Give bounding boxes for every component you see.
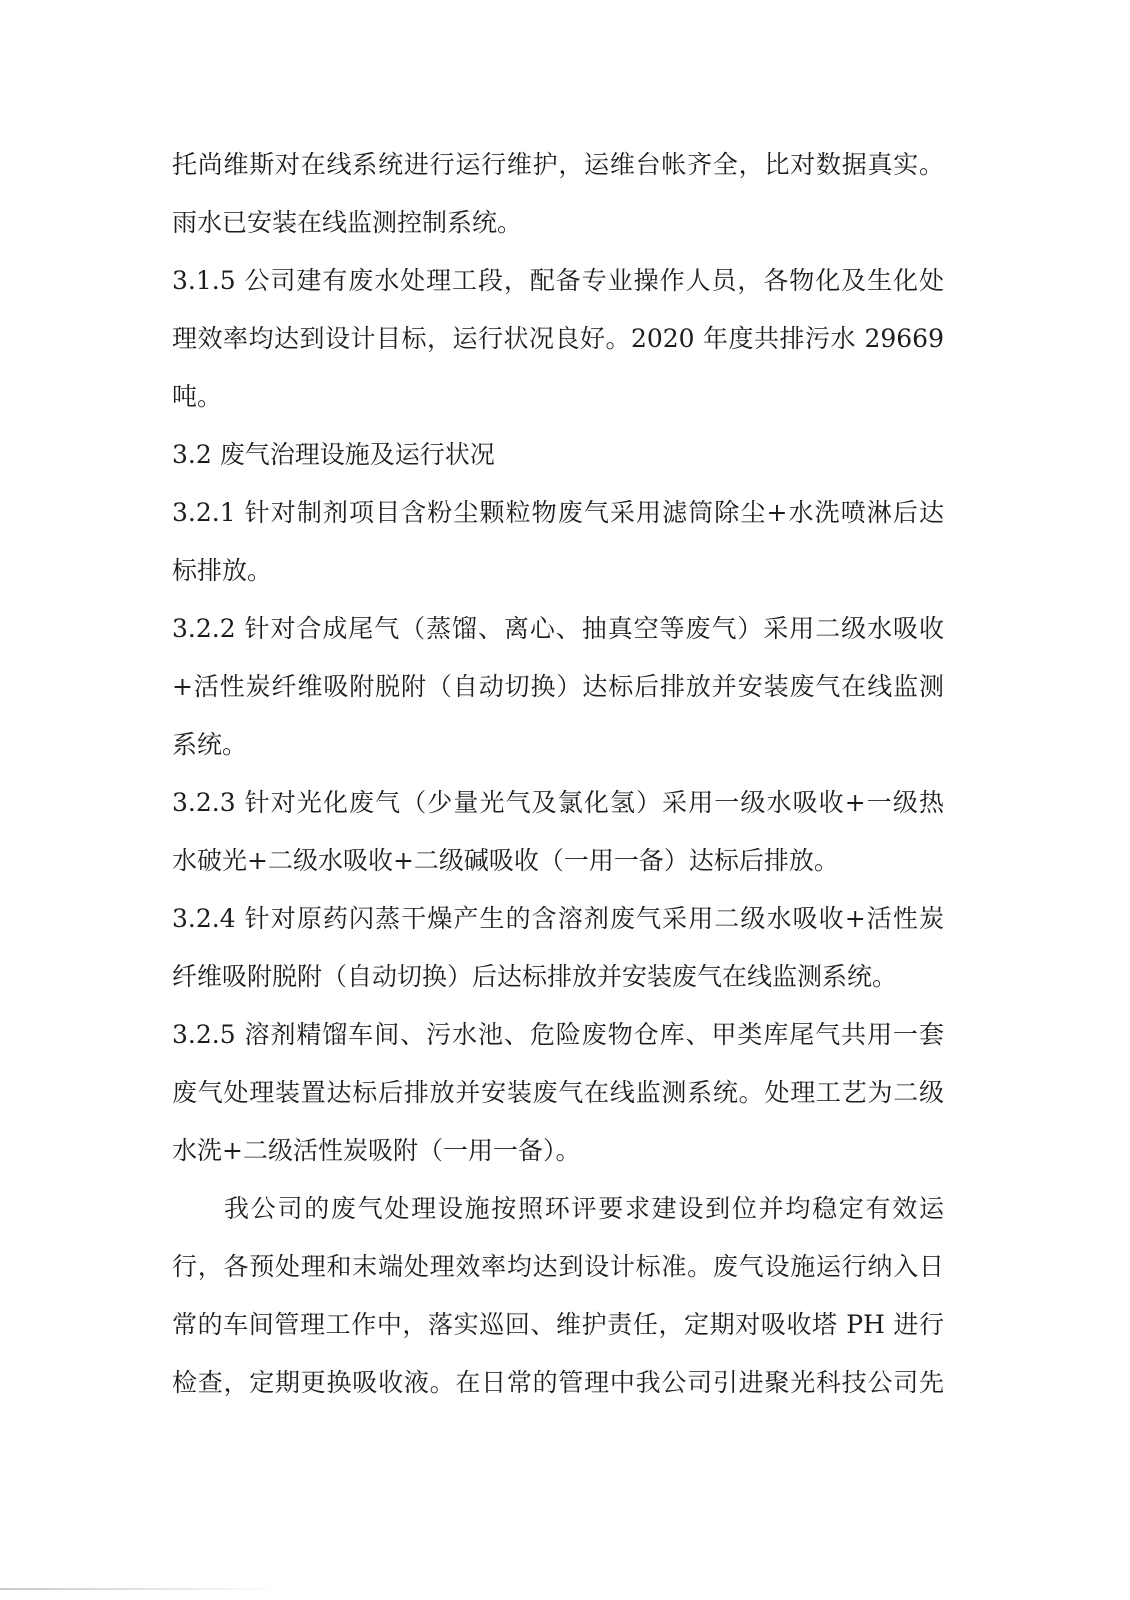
section-3-2-4: 3.2.4 针对原药闪蒸干燥产生的含溶剂废气采用二级水吸收+活性炭 <box>172 904 944 933</box>
section-3-1-5: 3.1.5 公司建有废水处理工段，配备专业操作人员，各物化及生化处 <box>172 266 944 295</box>
text-line: 理效率均达到设计目标，运行状况良好。2020 年度共排污水 29669 <box>172 324 944 353</box>
document-body <box>172 136 944 1412</box>
text-line: 托尚维斯对在线系统进行运行维护，运维台帐齐全，比对数据真实。 <box>172 150 944 179</box>
text-line: 纤维吸附脱附（自动切换）后达标排放并安装废气在线监测系统。 <box>172 962 898 991</box>
section-3-2-1: 3.2.1 针对制剂项目含粉尘颗粒物废气采用滤筒除尘+水洗喷淋后达 <box>172 498 944 527</box>
scan-edge-mark <box>0 1588 280 1590</box>
text-line: 检查，定期更换吸收液。在日常的管理中我公司引进聚光科技公司先 <box>172 1368 944 1397</box>
text-line: +活性炭纤维吸附脱附（自动切换）达标后排放并安装废气在线监测 <box>172 672 944 701</box>
text-line: 常的车间管理工作中，落实巡回、维护责任，定期对吸收塔 PH 进行 <box>172 1310 944 1339</box>
paragraph-first-line: 我公司的废气处理设施按照环评要求建设到位并均稳定有效运 <box>224 1194 944 1223</box>
text-line: 标排放。 <box>172 556 273 585</box>
text-line: 废气处理装置达标后排放并安装废气在线监测系统。处理工艺为二级 <box>172 1078 944 1107</box>
text-line: 水破光+二级水吸收+二级碱吸收（一用一备）达标后排放。 <box>172 846 839 875</box>
section-3-2-2: 3.2.2 针对合成尾气（蒸馏、离心、抽真空等废气）采用二级水吸收 <box>172 614 944 643</box>
text-line: 水洗+二级活性炭吸附（一用一备）。 <box>172 1136 581 1165</box>
text-line: 雨水已安装在线监测控制系统。 <box>172 208 523 237</box>
section-heading-3-2: 3.2 废气治理设施及运行状况 <box>172 440 495 469</box>
section-3-2-5: 3.2.5 溶剂精馏车间、污水池、危险废物仓库、甲类库尾气共用一套 <box>172 1020 944 1049</box>
section-3-2-3: 3.2.3 针对光化废气（少量光气及氯化氢）采用一级水吸收+一级热 <box>172 788 944 817</box>
text-line: 吨。 <box>172 382 223 411</box>
text-line: 行，各预处理和末端处理效率均达到设计标准。废气设施运行纳入日 <box>172 1252 944 1281</box>
text-line: 系统。 <box>172 730 248 759</box>
